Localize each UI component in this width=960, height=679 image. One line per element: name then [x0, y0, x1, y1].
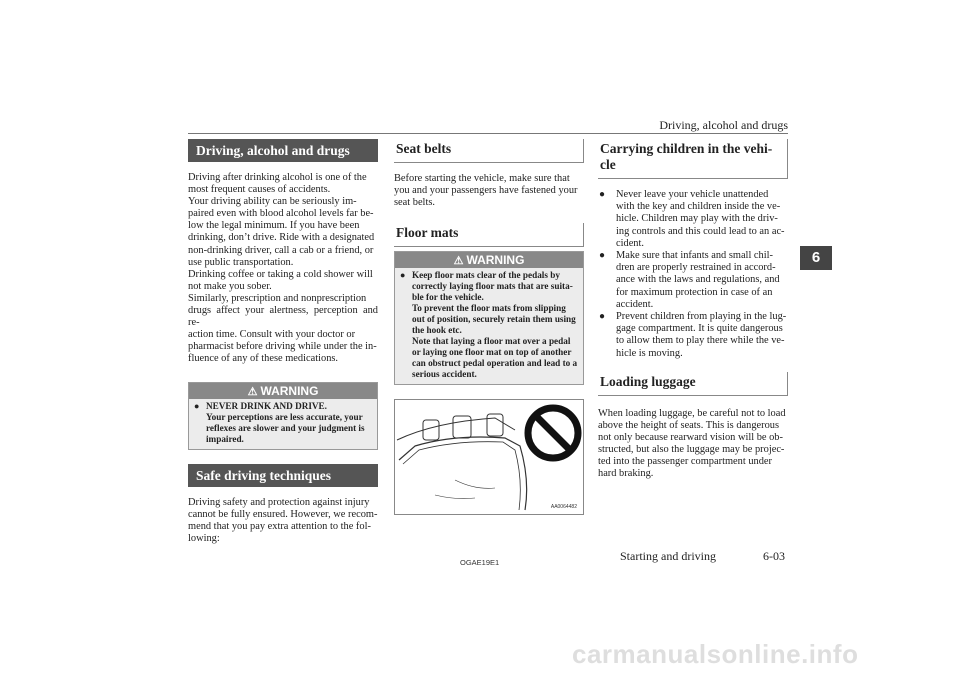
text-line: lowing:	[188, 532, 220, 544]
text-line: low the legal minimum. If you have been	[188, 220, 360, 232]
bullet-item	[598, 311, 788, 360]
bullet-item	[598, 250, 788, 311]
text-line: Driving safety and protection against injury	[188, 496, 370, 508]
text-line: structed, but also the luggage may be projec-	[598, 444, 785, 456]
text-line: correctly laying floor mats that are suita-	[412, 281, 573, 292]
column-right	[598, 139, 788, 480]
text-line: ance with the laws and regulations, and	[616, 274, 780, 286]
text-line: ble for the vehicle.	[412, 292, 484, 303]
paragraph	[188, 172, 378, 196]
warning-item	[399, 270, 579, 380]
text-line: hicle. Children may play with the driv-	[616, 213, 778, 225]
bullet-icon: ●	[194, 400, 200, 411]
bullet-icon: ●	[599, 189, 606, 200]
children-bullet-list	[598, 189, 788, 360]
text-line: Make sure that infants and small chil-	[616, 250, 773, 262]
text-line: the hook etc.	[412, 325, 462, 336]
text-line: drinking, don’t drive. Ride with a designated	[188, 232, 375, 244]
text-line: fluence of any of these medications.	[188, 353, 339, 365]
text-line: hicle is moving.	[616, 347, 683, 359]
text-line: Similarly, prescription and nonprescription	[188, 292, 367, 304]
text-line: Prevent children from playing in the lug-	[616, 311, 787, 323]
text-line: Carrying children in the vehi-	[600, 141, 773, 156]
warning-item	[193, 401, 373, 445]
floor-mat-drawing	[395, 400, 583, 514]
text-line: When loading luggage, be careful not to load	[598, 407, 786, 419]
warning-header: ⚠ WARNING	[395, 252, 583, 268]
text-line: Your driving ability can be seriously im-	[188, 196, 357, 208]
text-line: use public transportation.	[188, 256, 294, 268]
text-line: with the key and children inside the ve-	[616, 201, 781, 213]
text-line: not make you sober.	[188, 280, 272, 292]
text-line: To prevent the floor mats from slipping	[412, 303, 566, 314]
text-line: dren are properly restrained in accord-	[616, 262, 776, 274]
warning-triangle-icon: ⚠	[247, 385, 258, 398]
text-line: cannot be fully ensured. However, we recom-	[188, 508, 378, 520]
loading-luggage-text	[598, 408, 788, 481]
seat-belts-text	[394, 173, 584, 209]
footer-section-name: Starting and driving	[620, 549, 716, 563]
text-line: or laying one floor mat on top of another	[412, 347, 572, 358]
text-line: gage compartment. It is quite dangerous	[616, 323, 783, 335]
text-line: can obstruct pedal operation and lead to a	[412, 358, 578, 369]
text-line: not only because rearward vision will be ob-	[598, 432, 783, 444]
text-line: NEVER DRINK AND DRIVE.	[206, 400, 327, 411]
alcohol-drugs-text	[188, 172, 378, 366]
text-line: Drinking coffee or taking a cold shower will	[188, 268, 373, 280]
chapter-tab: 6	[800, 246, 832, 270]
text-line: accident.	[616, 298, 654, 310]
bullet-icon: ●	[400, 270, 406, 281]
bullet-icon: ●	[599, 250, 606, 262]
text-line: Keep floor mats clear of the pedals by	[412, 270, 560, 281]
text-line: mend that you pay extra attention to the fol-	[188, 520, 371, 532]
text-line: cident.	[616, 237, 644, 249]
document-code: OGAE19E1	[460, 558, 500, 567]
section-heading-carrying-children	[598, 139, 788, 179]
text-line: non-drinking driver, call a cab or a friend, or	[188, 244, 374, 256]
text-line: seat belts.	[394, 197, 435, 209]
section-heading-safe-driving: Safe driving techniques	[188, 464, 378, 487]
warning-box-floor-mats	[394, 251, 584, 385]
header-rule	[188, 133, 788, 134]
text-line: drugs affect your alertness, perception and re-	[188, 305, 378, 329]
column-middle	[394, 139, 584, 515]
text-line: Driving after drinking alcohol is one of the	[188, 172, 367, 183]
text-line: above the height of seats. This is dangerous	[598, 419, 780, 431]
column-left	[188, 139, 378, 545]
floor-mat-illustration	[394, 399, 584, 515]
text-line: hard braking.	[598, 468, 654, 480]
text-line: to allow them to play there while the ve-	[616, 335, 785, 347]
text-line: Your perceptions are less accurate, your	[206, 411, 363, 422]
text-line: cle	[600, 157, 616, 172]
section-heading-seat-belts: Seat belts	[394, 139, 584, 163]
text-line: action time. Consult with your doctor or	[188, 329, 356, 341]
section-heading-loading-luggage: Loading luggage	[598, 372, 788, 396]
safe-driving-text	[188, 497, 378, 545]
bullet-item	[598, 189, 788, 250]
section-heading-floor-mats: Floor mats	[394, 223, 584, 247]
section-heading-driving-alcohol-drugs: Driving, alcohol and drugs	[188, 139, 378, 162]
text-line: for maximum protection in case of an	[616, 286, 773, 298]
text-line: reflexes are slower and your judgment is	[206, 422, 365, 433]
text-line: ted into the passenger compartment under	[598, 456, 772, 468]
paragraph	[188, 196, 378, 269]
text-line: you and your passengers have fastened your	[394, 185, 578, 197]
running-header: Driving, alcohol and drugs	[659, 118, 788, 132]
page-number: 6-03	[763, 549, 785, 563]
text-line: impaired.	[206, 433, 244, 444]
warning-box-drink-drive	[188, 382, 378, 450]
text-line: Note that laying a floor mat over a pedal	[412, 336, 571, 347]
text-line: serious accident.	[412, 369, 477, 380]
text-line: ing controls and this could lead to an ac-	[616, 225, 785, 237]
text-line: Never leave your vehicle unattended	[616, 189, 769, 200]
text-line: Before starting the vehicle, make sure that	[394, 173, 570, 184]
warning-header: ⚠ WARNING	[189, 383, 377, 399]
paragraph	[188, 293, 378, 366]
text-line: most frequent causes of accidents.	[188, 184, 331, 196]
text-line: out of position, securely retain them using	[412, 314, 576, 325]
watermark: carmanualsonline.info	[572, 639, 859, 669]
paragraph	[188, 269, 378, 293]
text-line: pharmacist before driving while under the in-	[188, 341, 377, 353]
text-line: paired even with blood alcohol levels far be-	[188, 208, 374, 220]
bullet-icon: ●	[599, 311, 606, 323]
warning-triangle-icon: ⚠	[453, 255, 464, 268]
illustration-code: AA0064482	[550, 504, 577, 511]
